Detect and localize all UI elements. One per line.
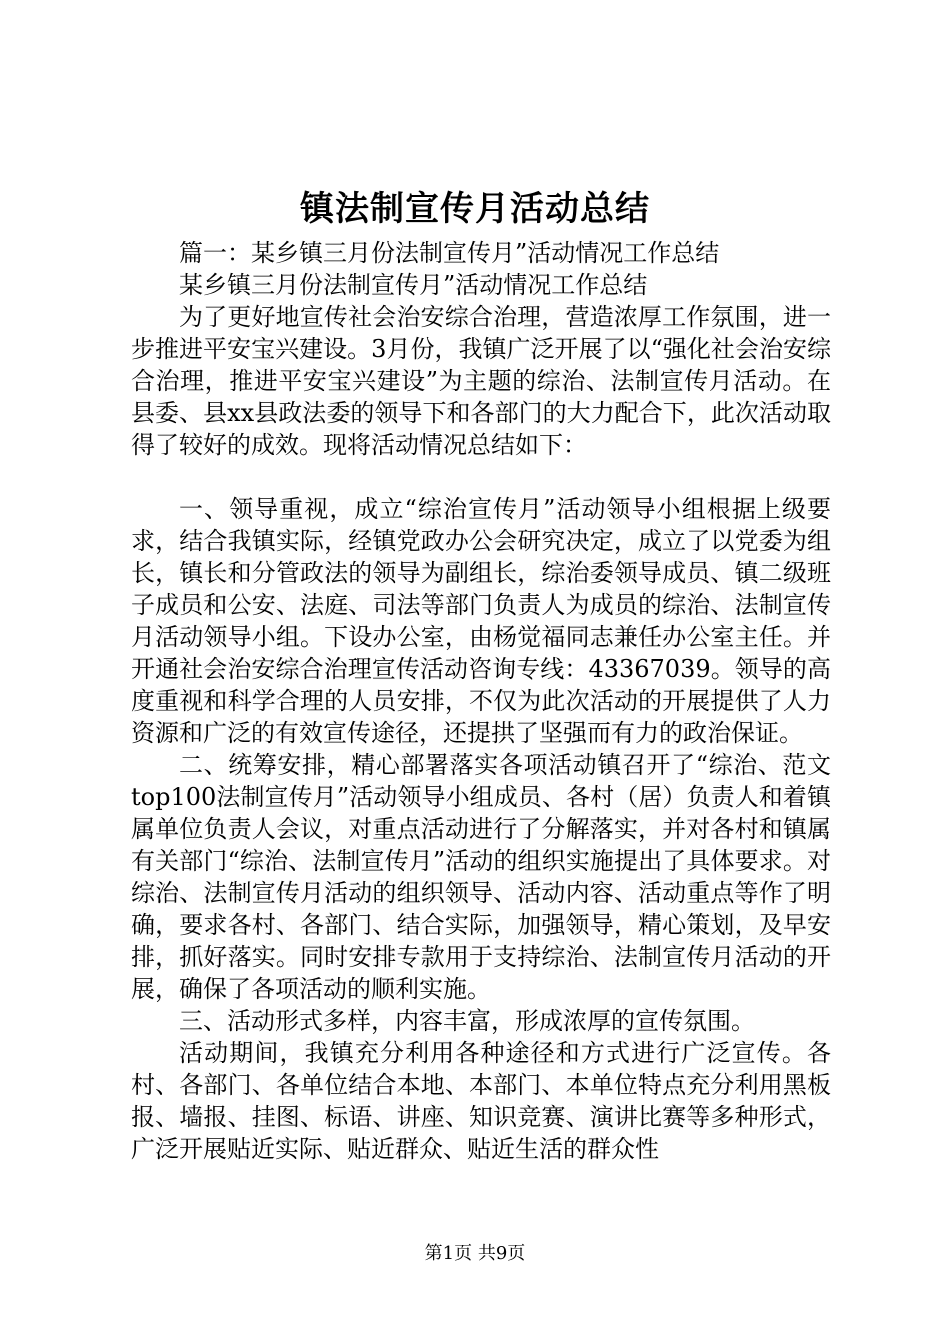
paragraph-section-3-body: 活动期间，我镇充分利用各种途径和方式进行广泛宣传。各村、各部门、各单位结合本地、本部门、本单位特点充分利用黑板报、墙报、挂图、标语、讲座、知识竞赛、演讲比赛等多种形式，广泛开展贴近实际、贴近群众、贴近生活的群众性 [131,1039,831,1163]
paragraph-subtitle-2: 某乡镇三月份法制宣传月”活动情况工作总结 [179,271,648,299]
paragraph-intro: 为了更好地宣传社会治安综合治理，营造浓厚工作氛围，进一步推进平安宝兴建设。3月份，我镇广泛开展了以“强化社会治安综合治理，推进平安宝兴建设”为主题的综治、法制宣传月活动。在县委、县xx县政法委的领导下和各部门的大力配合下，此次活动取得了较好的成效。现将活动情况总结如下： [131,303,831,459]
page-number-footer: 第1页 共9页 [424,1243,526,1264]
paragraph-subtitle-1: 篇一：某乡镇三月份法制宣传月”活动情况工作总结 [179,239,720,267]
document-title: 镇法制宣传月活动总结 [300,189,650,229]
paragraph-section-3-heading: 三、活动形式多样，内容丰富，形成浓厚的宣传氛围。 [179,1007,755,1035]
paragraph-section-2: 二、统筹安排，精心部署落实各项活动镇召开了“综治、范文top100法制宣传月”活动领导小组成员、各村（居）负责人和着镇属单位负责人会议，对重点活动进行了分解落实，并对各村和镇属有关部门“综治、法制宣传月”活动的组织实施提出了具体要求。对综治、法制宣传月活动的组织领导、活动内容、活动重点等作了明确，要求各村、各部门、结合实际，加强领导，精心策划，及早安排，抓好落实。同时安排专款用于支持综治、法制宣传月活动的开展，确保了各项活动的顺利实施。 [131,751,831,1003]
paragraph-section-1: 一、领导重视，成立“综治宣传月”活动领导小组根据上级要求，结合我镇实际，经镇党政办公会研究决定，成立了以党委为组长，镇长和分管政法的领导为副组长，综治委领导成员、镇二级班子成员和公安、法庭、司法等部门负责人为成员的综治、法制宣传月活动领导小组。下设办公室，由杨觉福同志兼任办公室主任。并开通社会治安综合治理宣传活动咨询专线：43367039。领导的高度重视和科学合理的人员安排，不仅为此次活动的开展提供了人力资源和广泛的有效宣传途径，还提拱了坚强而有力的政治保证。 [131,495,831,747]
document-body [131,237,831,1165]
